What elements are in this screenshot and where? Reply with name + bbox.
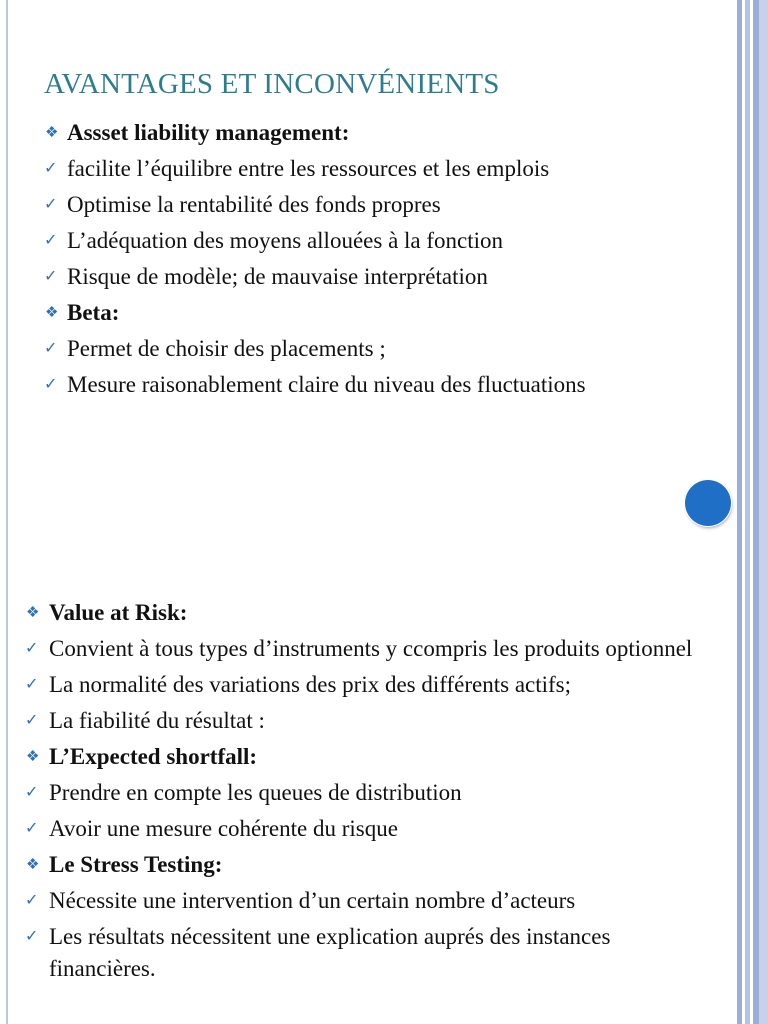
item-text: La fiabilité du résultat : bbox=[49, 708, 265, 733]
section-heading bbox=[44, 297, 724, 329]
item-text: Avoir une mesure cohérente du risque bbox=[49, 816, 398, 841]
list-item bbox=[44, 333, 724, 365]
item-text: facilite l’équilibre entre les ressources et les emplois bbox=[67, 156, 550, 181]
list-item bbox=[44, 261, 724, 293]
section-heading bbox=[25, 741, 705, 773]
list-item bbox=[44, 225, 724, 257]
section-heading bbox=[25, 597, 705, 629]
slide-title: AVANTAGES ET INCONVÉNIENTS bbox=[44, 68, 500, 100]
right-decorative-stripes bbox=[734, 0, 768, 578]
accent-circle bbox=[685, 480, 731, 526]
diamond-bullet-icon: ❖ bbox=[26, 605, 40, 621]
list-item bbox=[25, 633, 705, 665]
stripe bbox=[759, 0, 768, 578]
diamond-bullet-icon: ❖ bbox=[26, 857, 40, 873]
list-item bbox=[25, 813, 705, 845]
list-item bbox=[44, 189, 724, 221]
checkmark-icon: ✓ bbox=[44, 268, 58, 285]
checkmark-icon: ✓ bbox=[25, 820, 39, 837]
checkmark-icon: ✓ bbox=[25, 712, 39, 729]
list-item bbox=[25, 777, 705, 809]
checkmark-icon: ✓ bbox=[25, 784, 39, 801]
item-text: Mesure raisonablement claire du niveau des fluctuations bbox=[67, 372, 586, 397]
item-text: Le Stress Testing: bbox=[49, 852, 223, 877]
diamond-bullet-icon: ❖ bbox=[45, 305, 59, 321]
slide-2 bbox=[0, 578, 768, 1024]
item-text: Prendre en compte les queues de distribution bbox=[49, 780, 462, 805]
item-text: Assset liability management: bbox=[67, 120, 350, 145]
checkmark-icon: ✓ bbox=[44, 160, 58, 177]
checkmark-icon: ✓ bbox=[44, 232, 58, 249]
item-text: Value at Risk: bbox=[49, 600, 188, 625]
item-text: Beta: bbox=[67, 300, 120, 325]
checkmark-icon: ✓ bbox=[25, 676, 39, 693]
item-text: Optimise la rentabilité des fonds propres bbox=[67, 192, 441, 217]
left-border-line bbox=[6, 578, 8, 1024]
item-text: L’Expected shortfall: bbox=[49, 744, 258, 769]
section-heading bbox=[44, 117, 724, 149]
list-item bbox=[25, 885, 705, 917]
list-item bbox=[25, 669, 705, 701]
checkmark-icon: ✓ bbox=[25, 640, 39, 657]
left-border-line bbox=[6, 0, 8, 578]
right-decorative-stripes bbox=[734, 578, 768, 1024]
diamond-bullet-icon: ❖ bbox=[45, 125, 59, 141]
checkmark-icon: ✓ bbox=[44, 340, 58, 357]
bullet-list bbox=[25, 597, 705, 989]
checkmark-icon: ✓ bbox=[25, 928, 39, 945]
item-text: Permet de choisir des placements ; bbox=[67, 336, 386, 361]
checkmark-icon: ✓ bbox=[25, 892, 39, 909]
list-item bbox=[25, 921, 705, 985]
checkmark-icon: ✓ bbox=[44, 376, 58, 393]
diamond-bullet-icon: ❖ bbox=[26, 749, 40, 765]
list-item bbox=[44, 153, 724, 185]
item-text: Risque de modèle; de mauvaise interprétation bbox=[67, 264, 488, 289]
item-text: L’adéquation des moyens allouées à la fonction bbox=[67, 228, 504, 253]
checkmark-icon: ✓ bbox=[44, 196, 58, 213]
list-item bbox=[25, 705, 705, 737]
item-text: La normalité des variations des prix des différents actifs; bbox=[49, 672, 572, 697]
stripe bbox=[759, 578, 768, 1024]
section-heading bbox=[25, 849, 705, 881]
bullet-list bbox=[44, 117, 724, 405]
item-text: Les résultats nécessitent une explication auprés des instances financières. bbox=[49, 924, 611, 981]
item-text: Nécessite une intervention d’un certain nombre d’acteurs bbox=[49, 888, 576, 913]
item-text: Convient à tous types d’instruments y ccompris les produits optionnel bbox=[49, 636, 693, 661]
list-item bbox=[44, 369, 724, 401]
